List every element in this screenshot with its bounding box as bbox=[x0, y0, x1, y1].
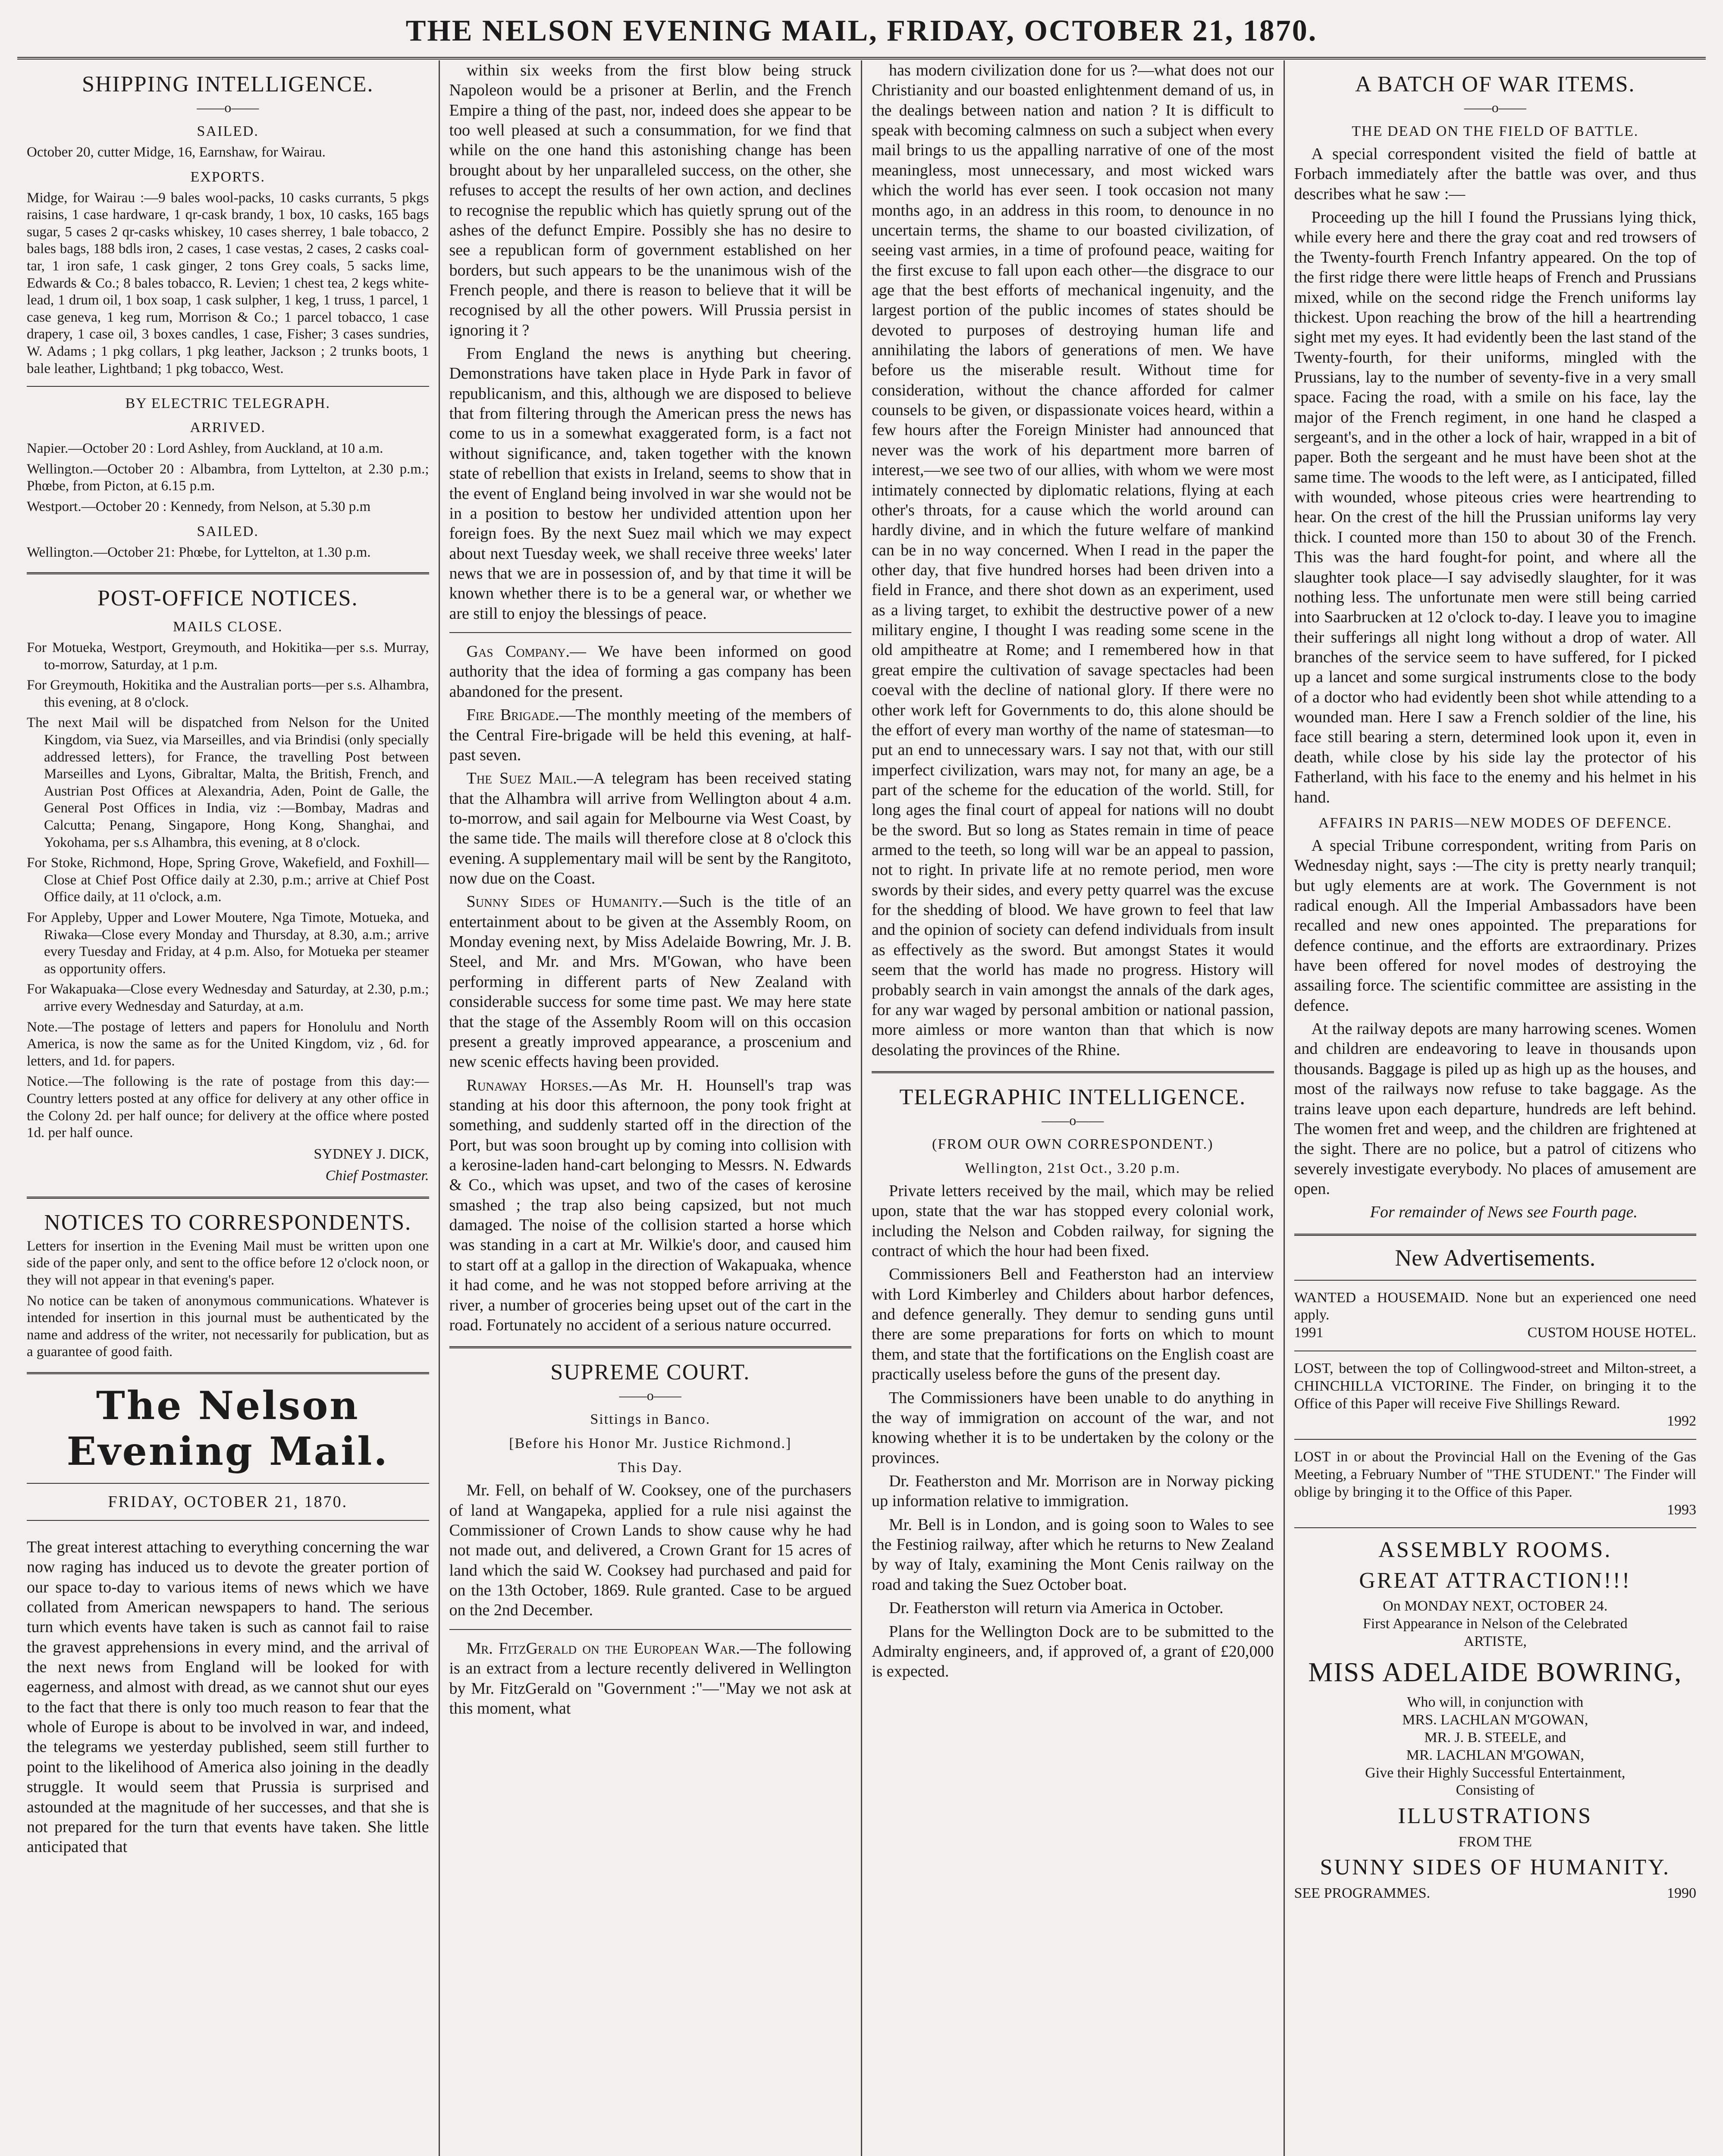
sailed-label: SAILED. bbox=[197, 123, 259, 139]
ornament: ——o—— bbox=[619, 1388, 681, 1404]
court-paragraph: Mr. Fell, on behalf of W. Cooksey, one of the purchasers of land at Wangapeka, applied for a rule nisi against the Commissioner of Crown Lands to show cause why he had not made out, and delivered, a Crown Grant for 15 acres of land which the said W. Cooksey had purchased and paid for on the 13th October, 1869. Rule granted. Case to be argued on the 2nd December. bbox=[449, 1481, 851, 1620]
divider bbox=[1294, 1439, 1697, 1440]
ad-steele: MR. J. B. STEELE, and bbox=[1424, 1730, 1566, 1746]
column-3 bbox=[862, 60, 1285, 2156]
ad-artiste: ARTISTE, bbox=[1463, 1633, 1527, 1649]
postage-note: Note.—The postage of letters and papers for Honolulu and North America, is now the same as for the United Kingdom, viz , 6d. for letters, and 1d. for papers. bbox=[27, 1019, 429, 1069]
masthead: THE NELSON EVENING MAIL, FRIDAY, OCTOBER 21, 1870. bbox=[17, 9, 1706, 60]
ad-footer bbox=[1294, 1885, 1697, 1902]
news-body: —The monthly meeting of the members of the Central Fire-brigade will be held this evening, at half-past seven. bbox=[449, 706, 851, 764]
news-body: —As Mr. H. Hounsell's trap was standing at his door this afternoon, the pony took fright at something, and suddenly started off in the direction of the Port, but was soon brought up by coming into collision with a kerosine-laden hand-cart belonging to Messrs. N. Edwards & Co., which was upset, and two of the cases of kerosine smashed ; the trap also being capsized, but not much damaged. The noise of the collision started a horse which was standing in a cart at Mr. Wilkie's door, and caused him to start off at a gallop in the direction of Wakapuaka, whence it had come, and he was not stopped before arriving at the river, a number of groceries being upset out of the cart in the road. Fortunately no accident of a serious nature occurred. bbox=[449, 1076, 851, 1334]
mails-close-label: MAILS CLOSE. bbox=[173, 619, 283, 635]
ad-mr: MR. LACHLAN M'GOWAN, bbox=[1406, 1747, 1584, 1763]
divider bbox=[449, 1629, 852, 1630]
news-item-fitzgerald bbox=[449, 1639, 852, 1718]
divider bbox=[449, 632, 852, 633]
arrived-label: ARRIVED. bbox=[190, 420, 266, 436]
court-subtitle: Sittings in Banco. bbox=[590, 1411, 711, 1428]
ad-footer bbox=[1294, 1413, 1697, 1430]
ad-place: CUSTOM HOUSE HOTEL. bbox=[1527, 1325, 1696, 1341]
divider bbox=[27, 1197, 429, 1199]
mails-list bbox=[27, 639, 429, 1015]
ad-text: LOST in or about the Provincial Hall on the Evening of the Gas Meeting, a February Number of "THE STUDENT." The Finder will oblige by bringing it to the Office of this Paper. bbox=[1294, 1449, 1696, 1500]
ad-first: First Appearance in Nelson of the Celebrated bbox=[1362, 1616, 1628, 1632]
sailed-text: October 20, cutter Midge, 16, Earnshaw, for Wairau. bbox=[27, 144, 326, 160]
news-body: —The following is an extract from a lecture recently delivered in Wellington by Mr. FitzGerald on "Government :"—"May we not ask at this moment, what bbox=[449, 1639, 851, 1717]
arrived-item: Westport.—October 20 : Kennedy, from Nelson, at 5.30 p.m bbox=[27, 498, 371, 514]
news-head: Runaway Horses. bbox=[466, 1076, 593, 1094]
news-head: The Suez Mail. bbox=[466, 769, 577, 788]
paris-title: AFFAIRS IN PARIS—NEW MODES OF DEFENCE. bbox=[1318, 815, 1672, 831]
correspondents-title: NOTICES TO CORRESPONDENTS. bbox=[44, 1210, 412, 1235]
war-subtitle: THE DEAD ON THE FIELD OF BATTLE. bbox=[1352, 123, 1639, 139]
sailed2-label: SAILED. bbox=[197, 523, 259, 539]
correspondents-text: No notice can be taken of anonymous communications. Whatever is intended for insertion in this journal must be authenticated by the name and address of the writer, not necessarily for publication, but as a guarantee of good faith. bbox=[27, 1293, 429, 1360]
news-body: —A telegram has been received stating that the Alhambra will arrive from Wellington about 4 a.m. to-morrow, and sail again for Melbourne via West Coast, by the same tide. The mails will therefore close at 8 o'clock this evening. A supplementary mail will be sent by the Rangitoto, now due on the Coast. bbox=[449, 769, 852, 888]
news-item-runaway bbox=[449, 1075, 852, 1335]
telegraphic-title: TELEGRAPHIC INTELLIGENCE. bbox=[899, 1084, 1246, 1109]
divider bbox=[27, 386, 429, 387]
ad-number: 1990 bbox=[1667, 1885, 1696, 1901]
telegram-paragraph: Dr. Featherston will return via America in October. bbox=[889, 1599, 1224, 1617]
ad-number: 1993 bbox=[1667, 1501, 1696, 1518]
news-head: Mr. FitzGerald on the European War. bbox=[466, 1639, 740, 1658]
column-2 bbox=[440, 60, 863, 2156]
ad-from: FROM THE bbox=[1458, 1833, 1532, 1850]
divider bbox=[27, 1372, 429, 1374]
news-item-fire bbox=[449, 705, 852, 765]
ad-mrs: MRS. LACHLAN M'GOWAN, bbox=[1402, 1712, 1588, 1728]
divider bbox=[27, 572, 429, 574]
ad-number: 1992 bbox=[1667, 1413, 1696, 1429]
news-head: Gas Company. bbox=[466, 642, 570, 661]
ad-who: Who will, in conjunction with bbox=[1407, 1694, 1584, 1711]
news-item-gas bbox=[449, 642, 852, 702]
columns bbox=[17, 60, 1706, 2156]
telegram-paragraph: Plans for the Wellington Dock are to be submitted to the Admiralty engineers, and, if approved of, a grant of £20,000 is expected. bbox=[872, 1622, 1274, 1681]
court-day: This Day. bbox=[618, 1460, 683, 1476]
divider bbox=[27, 1483, 429, 1484]
divider bbox=[27, 1520, 429, 1521]
ad-assembly-rooms bbox=[1294, 1537, 1697, 1902]
remainder-note: For remainder of News see Fourth page. bbox=[1370, 1203, 1638, 1222]
war-paragraph: A special Tribune correspondent, writing from Paris on Wednesday night, says :—The city is pretty nearly tranquil; but ugly elements are at work. The Government is not radical enough. All the Imperial Ambassadors have been recalled and new ones appointed. The preparations for defence continue, and the efforts are extraordinary. Prizes have been offered for novel modes of destroying the assailing force. The scientific committee are assisting in the defence. bbox=[1294, 836, 1696, 1015]
ornament: ——o—— bbox=[197, 100, 259, 115]
telegram-paragraph: Mr. Bell is in London, and is going soon to Wales to see the Festiniog railway, after which he returns to New Zealand by way of Italy, examining the Mont Cenis railway on the road and taking the Suez October boat. bbox=[872, 1515, 1274, 1594]
column-4 bbox=[1285, 60, 1706, 2156]
ad-lost-student bbox=[1294, 1448, 1697, 1519]
ad-title: ASSEMBLY ROOMS. bbox=[1378, 1538, 1612, 1563]
mail-item: The next Mail will be dispatched from Nelson for the United Kingdom, via Suez, via Marseilles, and via Brindisi (only specially addressed letters), for France, the travelling Post between Marseilles and Lyons, Gibraltar, Malta, the British, French, and Austrian Post Offices at Alexandria, Aden, Point de Galle, the General Post Offices in India, viz :—Bombay, Madras and Calcutta; Penang, Singapore, Hong Kong, Shanghai, and Yokohama, per s.s Alhambra, this evening, at 8 o'clock. bbox=[27, 715, 429, 850]
nameplate: The Nelson Evening Mail. bbox=[66, 1382, 389, 1474]
advertisements-title: New Advertisements. bbox=[1395, 1244, 1596, 1271]
news-body: — We have been informed on good authority that the idea of forming a gas company has been abandoned for the present. bbox=[449, 642, 851, 701]
telegraphic-dateline: Wellington, 21st Oct., 3.20 p.m. bbox=[965, 1160, 1180, 1176]
ad-text: WANTED a HOUSEMAID. None but an experienced one need apply. bbox=[1294, 1289, 1696, 1323]
signature-title: Chief Postmaster. bbox=[325, 1168, 429, 1184]
signature-name: SYDNEY J. DICK, bbox=[314, 1146, 429, 1162]
mail-item: For Stoke, Richmond, Hope, Spring Grove, Wakefield, and Foxhill—Close at Chief Post Office daily at 2.30, p.m.; arrive at Chief Post Office daily, at 11 o'clock, a.m. bbox=[27, 855, 429, 905]
divider bbox=[1294, 1234, 1697, 1236]
court-judge: [Before his Honor Mr. Justice Richmond.] bbox=[509, 1435, 792, 1452]
ad-sunny: SUNNY SIDES OF HUMANITY. bbox=[1320, 1855, 1671, 1880]
news-item-suez bbox=[449, 768, 852, 888]
divider bbox=[1294, 1280, 1697, 1281]
exports-text: Midge, for Wairau :—9 bales wool-packs, 10 casks currants, 5 pkgs raisins, 1 case hardware, 1 qr-cask brandy, 1 box, 10 casks, 165 bags sugar, 5 cases 2 qr-casks whiskey, 10 cases sherrey, 1 bale tobacco, 2 bales bags, 188 bdls iron, 2 cases, 1 case vestas, 2 cases, 2 casks coal-tar, 1 iron safe, 1 cask ginger, 2 tons Grey coals, 5 sacks lime, Edwards & Co.; 8 bales tobacco, R. Levien; 1 chest tea, 2 kegs white-lead, 1 drum oil, 1 box soap, 1 cask sulpher, 1 keg, 1 truss, 1 parcel, 1 case geneva, 1 keg rum, Morrison & Co.; 1 parcel tobacco, 1 case drapery, 1 case oil, 3 boxes candles, 1 case, Fisher; 3 cases sundries, W. Adams ; 1 pkg collars, 1 pkg leather, Jackson ; 2 trunks boots, 1 bale leather, Lightband; 1 pkg tobacco, West. bbox=[27, 190, 429, 376]
ad-footer bbox=[1294, 1324, 1697, 1342]
ornament: ——o—— bbox=[1464, 100, 1526, 115]
telegram-paragraph: Commissioners Bell and Featherston had an interview with Lord Kimberley and Childers about harbor defences, and defence generally. They demur to sending guns until there are some preparations for forts on which to mount them, and state that the fortifications on the English coast are practically useless before the guns of the present day. bbox=[872, 1265, 1274, 1384]
divider bbox=[1294, 1527, 1697, 1528]
news-item-sunny bbox=[449, 892, 852, 1072]
mail-item: For Greymouth, Hokitika and the Australian ports—per s.s. Alhambra, this evening, at 8 o'clock. bbox=[27, 677, 429, 710]
correspondents-text: Letters for insertion in the Evening Mail must be written upon one side of the paper only, and sent to the office before 12 o'clock noon, or they will not appear in that evening's paper. bbox=[27, 1238, 429, 1288]
column-1 bbox=[17, 60, 440, 2156]
article-paragraph: From England the news is anything but cheering. Demonstrations have taken place in Hyde Park in favor of republicanism, and this, although we are disposed to believe that from filtering through the American press the news has come to us in a somewhat exaggerated form, is a fact not without significance, and, taken together with the known state of rebellion that exists in Ireland, seems to show that in the event of England being involved in war she would not be in a position to bestow her undivided attention upon her foreign foes. By the next Suez mail which we may expect about next Tuesday week, we shall receive three weeks' later news that we are in possession of, and by that time it will be known whether there is to be a general war, or whether we are still to enjoy the blessings of peace. bbox=[449, 345, 851, 623]
postage-notice: Notice.—The following is the rate of postage from this day:—Country letters posted at any office for delivery at any other office in the Colony 2d. per half ounce; for delivery at the office where posted 1d. per half ounce. bbox=[27, 1074, 429, 1141]
arrived-item: Napier.—October 20 : Lord Ashley, from Auckland, at 10 a.m. bbox=[27, 441, 383, 457]
ad-consist: Consisting of bbox=[1456, 1782, 1535, 1799]
news-body: —Such is the title of an entertainment about to be given at the Assembly Room, on Monday evening next, by Miss Adelaide Bowring, Mr. J. B. Steel, and Mr. and Mrs. M'Gowan, who have been performing in different parts of New Zealand with considerable success for some time past. We may here state that the stage of the Assembly Room will on this occasion present a greatly improved appearance, a proscenium and new scenic effects having been provided. bbox=[449, 893, 851, 1071]
dateline: FRIDAY, OCTOBER 21, 1870. bbox=[108, 1492, 348, 1511]
ad-number: 1991 bbox=[1294, 1325, 1324, 1341]
war-paragraph: Proceeding up the hill I found the Prussians lying thick, while every here and there the gray coat and red trowsers of the Twenty-fourth French Infantry appeared. On the top of the first ridge there were little heaps of French and Prussians mixed, while on the second ridge the French uniforms lay thickest. Upon reaching the brow of the hill a heartrending sight met my eyes. It had evidently been the last stand of the Twenty-fourth, for their uniforms, mingled with the Prussians, lay to the number of seventy-five in a very small space. Facing the road, with a smile on his face, lay the major of the French regiment, in one hand he clasped a sergeant's, and in the other a lock of hair, wrapped in a bit of paper. Both the sergeant and he must have been shot at the same time. The woods to the left were, as I anticipated, filled with wounded, whose piteous cries were heartrending to hear. On the crest of the hill the Prussian uniforms lay very thick. I counted more than 150 to about 30 of the French. This was the hard fought-for point, and where all the slaughter took place—I say advisedly slaughter, for it was nothing less. The unfortunate men were still being carried into Saarbrucken at 12 o'clock to-day. I leave you to imagine their sufferings all night long without a drop of water. All branches of the service seem to have suffered, for I picked up a lancet and some surgical instruments close to the body of a doctor who had evidently been shot while attending to a wounded man. Here I saw a French soldier of the line, his face still bearing a stern, determined look upon it, even in death, while close by his side lay the protector of his Fatherland, with his face to the enemy and his helmet in his hand. bbox=[1294, 208, 1696, 806]
article-paragraph: has modern civilization done for us ?—what does not our Christianity and our boasted enlightenment demand of us, in the dealings between nation and nation ? It is difficult to speak with becoming calmness on such a subject when every mail brings to us the appalling narrative of one of the most meaningless, most unnecessary, and most wicked wars which the world has ever seen. I took occasion not many months ago, in an address in this room, to denounce in no uncertain terms, the shame to our boasted civilization, of seeing vast armies, in a time of profound peace, waiting for the first excuse to fall upon each other—the disgrace to our age that the best efforts of mechanical ingenuity, and the largest portion of the public incomes of states should be devoted to purposes of destroying human life and annihilating the labors of generations of men. We have before us the miserable result. Without time for consideration, without the chance afforded for calmer counsels to be given, or dispassionate voices heard, within a few hours after the Foreign Minister had announced that never was the work of his department more barren of interest,—we see two of our allies, with whom we were most intimately connected by diplomatic relations, flying at each other's throats, for a cause which the world around can hardly divine, and in which the future welfare of mankind can be in no way concerned. When I read in the paper the other day, that five hundred horses had been driven into a field in France, and there shot down as an experiment, used as a living target, to exhibit the destructive power of a new military engine, I thought I was reading some scene in the old ampitheatre at Rome; and I remembered how in that great empire the cultivation of savage spectacles had been coeval with the decline of national glory. If there were no other work left for Governments to do, this alone should be the effort of every man worthy of the name of statesman—to put an end to unnecessary wars. I say not that, with our still imperfect civilization, wars may not, for many an age, be a part of the scheme for the education of the world. Still, for long ages the final court of appeal for nations will no doubt be the sword. But so long as States remain in time of peace armed to the teeth, so long will war be an appeal to passion, not to right. In private life at no remote period, men wore swords by their sides, and every petty quarrel was the excuse for the shedding of blood. We have grown to feel that law and the opinion of society can defend individuals from insult as effectively as the sword. But amongst States it would seem that the world has made no progress. History will probably search in vain amongst the annals of the dark ages, for any war waged by personal ambition or national passion, more aimless or more wanton than that which is now desolating the provinces of the Rhine. bbox=[872, 61, 1274, 1059]
post-office-title: POST-OFFICE NOTICES. bbox=[97, 586, 358, 611]
mail-item: For Motueka, Westport, Greymouth, and Hokitika—per s.s. Murray, to-morrow, Saturday, at 1 p.m. bbox=[27, 640, 429, 673]
ad-footer bbox=[1294, 1501, 1697, 1519]
ad-date: On MONDAY NEXT, OCTOBER 24. bbox=[1383, 1598, 1608, 1614]
sailed2-text: Wellington.—October 21: Phœbe, for Lyttelton, at 1.30 p.m. bbox=[27, 544, 371, 560]
telegram-paragraph: Dr. Featherston and Mr. Morrison are in Norway picking up information relative to immigration. bbox=[872, 1472, 1274, 1510]
ad-lost-chinchilla bbox=[1294, 1360, 1697, 1430]
ad-housemaid bbox=[1294, 1289, 1697, 1342]
ad-attraction: GREAT ATTRACTION!!! bbox=[1359, 1568, 1632, 1593]
court-title: SUPREME COURT. bbox=[550, 1360, 750, 1385]
ad-illustrations: ILLUSTRATIONS bbox=[1398, 1804, 1593, 1829]
ad-text: LOST, between the top of Collingwood-street and Milton-street, a CHINCHILLA VICTORINE. The Finder, on bringing it to the Office of this Paper will receive Five Shillings Reward. bbox=[1294, 1360, 1696, 1412]
exports-label: EXPORTS. bbox=[190, 169, 266, 185]
ad-give: Give their Highly Successful Entertainment, bbox=[1365, 1764, 1626, 1781]
shipping-title: SHIPPING INTELLIGENCE. bbox=[82, 72, 374, 97]
news-head: Sunny Sides of Humanity. bbox=[466, 893, 663, 911]
war-items-title: A BATCH OF WAR ITEMS. bbox=[1355, 72, 1635, 97]
mail-item: For Appleby, Upper and Lower Moutere, Nga Timote, Motueka, and Riwaka—Close every Monday and Thursday, at 8.30, a.m.; arrive every Tuesday and Friday, at 4 p.m. Also, for Motueka per steamer as opportunity offers. bbox=[27, 910, 429, 977]
news-head: Fire Brigade. bbox=[466, 706, 559, 724]
war-paragraph: A special correspondent visited the field of battle at Forbach immediately after the battle was over, and thus describes what he saw :— bbox=[1294, 145, 1696, 203]
divider bbox=[872, 1071, 1274, 1073]
leading-article: The great interest attaching to everything concerning the war now raging has induced us to devote the greater portion of our space to-day to various items of news which we have collated from American newspapers to hand. The serious turn which events have taken is such as cannot fail to raise the gravest apprehensions in every mind, and the arrival of the next news from England will be looked for with eagerness, and almost with dread, as we cannot shut our eyes to the fact that there is only too much reason to fear that the whole of Europe is about to be involved in war, and indeed, the telegrams we yesterday published, seem still further to point to the likelihood of America also joining in the deadly struggle. It would seem that Prussia is surprised and astounded at the magnitude of her successes, and that she is not prepared for the turn that events have taken. She little anticipated that bbox=[27, 1538, 429, 1856]
telegraph-title: BY ELECTRIC TELEGRAPH. bbox=[125, 395, 331, 412]
ad-see: SEE PROGRAMMES. bbox=[1294, 1885, 1431, 1901]
telegram-paragraph: The Commissioners have been unable to do anything in the way of immigration on account of the war, and not knowing whether it is to be undertaken by the colony or the provinces. bbox=[872, 1388, 1274, 1467]
article-paragraph: within six weeks from the first blow being struck Napoleon would be a prisoner at Berlin, and the French Empire a thing of the past, nor, indeed does she appear to be too well pleased at such a consummation, for we find that while on the one hand this astonishing change has been brought about by her unparalleled success, on the other, she refuses to accept the results of her own action, and declines to recognise the republic which has quietly sprung out of the ashes of the defunct Empire. Possibly she has no desire to see a republican form of government established on her borders, but such appears to be the unanimous wish of the French people, and there is reason to believe that it will be recognised by all the other powers. Will Prussia persist in ignoring it ? bbox=[449, 61, 851, 339]
ad-performer: MISS ADELAIDE BOWRING, bbox=[1308, 1656, 1682, 1687]
divider bbox=[449, 1346, 852, 1348]
ornament: ——o—— bbox=[1042, 1112, 1104, 1128]
telegraphic-subtitle: (FROM OUR OWN CORRESPONDENT.) bbox=[932, 1136, 1214, 1152]
arrived-item: Wellington.—October 20 : Albambra, from Lyttelton, at 2.30 p.m.; Phœbe, from Picton, at 6.15 p.m. bbox=[27, 461, 429, 494]
telegram-paragraph: Private letters received by the mail, which may be relied upon, state that the war has stopped every colonial work, including the Nelson and Cobden railway, for signing the contract of which the hour had been fixed. bbox=[872, 1181, 1274, 1260]
war-paragraph: At the railway depots are many harrowing scenes. Women and children are endeavoring to leave in thousands upon thousands. Baggage is piled up as high up as the houses, and most of the railways now refuse to take baggage. As the trains leave upon each departure, hundreds are left behind. The women fret and weep, and the children are frightened at the sight. There are no police, but a patrol of citizens who severely investigate everybody. No places of amusement are open. bbox=[1294, 1020, 1696, 1198]
mail-item: For Wakapuaka—Close every Wednesday and Saturday, at 2.30, p.m.; arrive every Wednesday and Saturday, at a.m. bbox=[27, 981, 429, 1014]
